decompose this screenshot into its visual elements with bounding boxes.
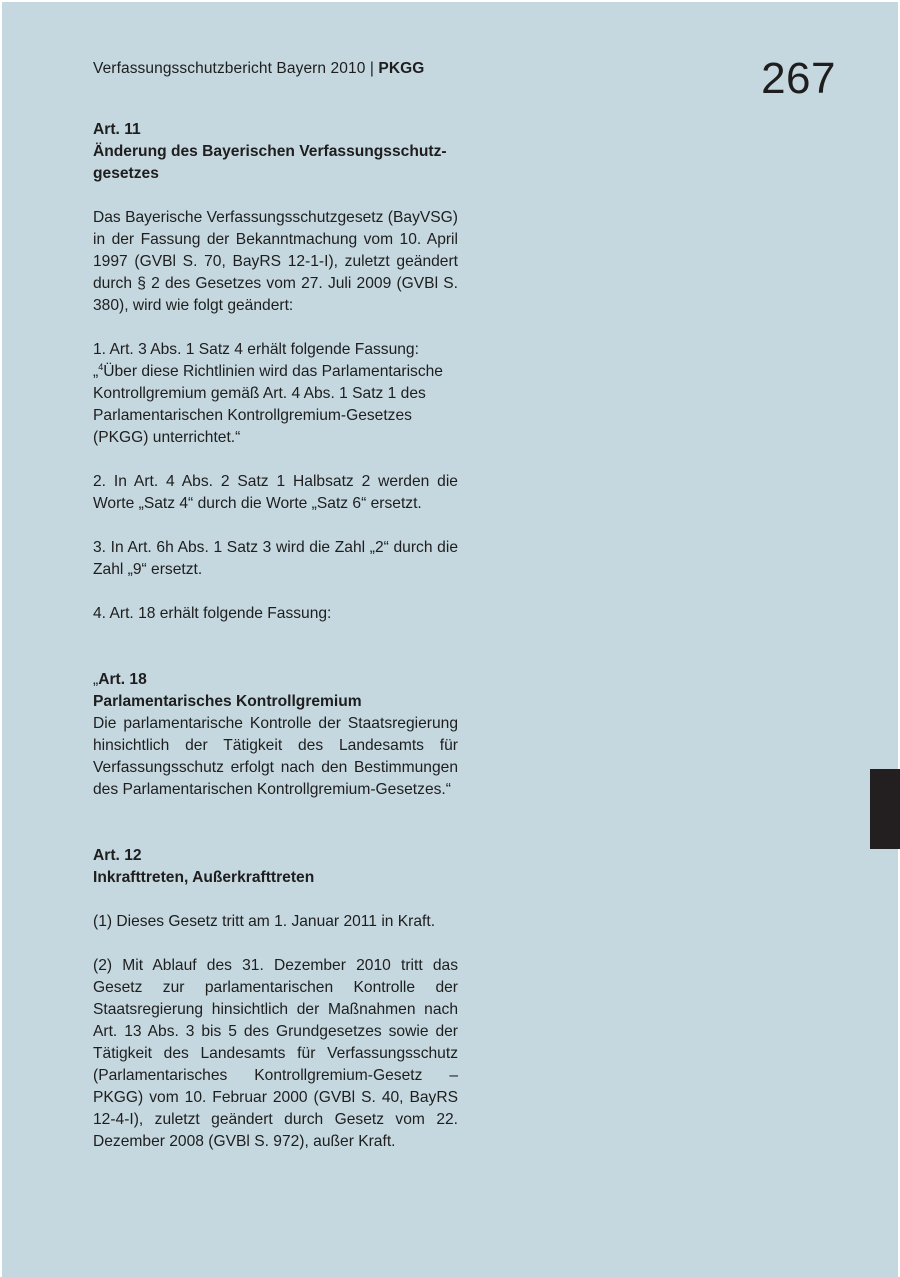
- document-page: [2, 2, 898, 1277]
- running-title: Verfassungsschutzbericht Bayern 2010 |: [93, 60, 379, 77]
- item-1-lead: 1. Art. 3 Abs. 1 Satz 4 erhält folgende Fassung:: [93, 341, 419, 358]
- article-11-title-line2: gesetzes: [93, 165, 159, 182]
- article-18-title: Parlamentarisches Kontrollgremium: [93, 693, 362, 710]
- article-11-item-4: 4. Art. 18 erhält folgende Fassung:: [93, 605, 332, 622]
- article-18-quote-open: „: [93, 671, 99, 688]
- item-1-quote-open: „: [93, 363, 99, 380]
- article-18-heading: [93, 669, 458, 691]
- article-18-body: Die parlamentarische Kontrolle der Staatsregierung hinsichtlich der Tätigkeit des Landesamts für Verfassungsschutz erfolgt nach den Bestimmungen des Parlamentarischen Kontrollgremium-Gesetzes.“: [93, 715, 458, 798]
- article-11-title-line1: Änderung des Bayerischen Verfassungsschutz-: [93, 143, 447, 160]
- text-column: [93, 119, 458, 1153]
- running-header: [93, 60, 424, 78]
- article-11-item-3: 3. In Art. 6h Abs. 1 Satz 3 wird die Zahl „2“ durch die Zahl „9“ ersetzt.: [93, 539, 458, 578]
- article-12-title: Inkrafttreten, Außerkrafttreten: [93, 869, 315, 886]
- running-title-section: PKGG: [378, 60, 425, 77]
- item-1-quote: Über diese Richtlinien wird das Parlamentarische Kontrollgremium gemäß Art. 4 Abs. 1 Satz 1 des Parlamentarischen Kontrollgremium-Gesetzes (PKGG) unterrichtet.“: [93, 363, 443, 446]
- article-11-title: [93, 141, 458, 185]
- article-18-number: Art. 18: [98, 671, 147, 688]
- article-11-heading: Art. 11: [93, 121, 141, 138]
- article-12-paragraph-2: (2) Mit Ablauf des 31. Dezember 2010 tritt das Gesetz zur parlamentarischen Kontrolle der Staatsregierung hinsichtlich der Maßnahmen nach Art. 13 Abs. 3 bis 5 des Grundgesetzes sowie der Tätigkeit des Landesamts für Verfassungsschutz (Parlamentarisches Kontrollgremium-Gesetz – PKGG) vom 10. Februar 2000 (GVBl S. 40, BayRS 12-4-I), zuletzt geändert durch Gesetz vom 22. Dezember 2008 (GVBl S. 972), außer Kraft.: [93, 957, 458, 1150]
- thumb-index-tab: [870, 769, 900, 849]
- item-1-sentence-number: 4: [98, 361, 104, 372]
- article-12-paragraph-1: (1) Dieses Gesetz tritt am 1. Januar 2011 in Kraft.: [93, 913, 436, 930]
- article-11-item-1: [93, 339, 458, 449]
- article-11-item-2: 2. In Art. 4 Abs. 2 Satz 1 Halbsatz 2 werden die Worte „Satz 4“ durch die Worte „Satz 6“ ersetzt.: [93, 473, 458, 512]
- article-12-heading: Art. 12: [93, 847, 142, 864]
- article-11-intro: Das Bayerische Verfassungsschutzgesetz (BayVSG) in der Fassung der Bekanntmachung vom 10. April 1997 (GVBl S. 70, BayRS 12-1-I), zuletzt geändert durch § 2 des Gesetzes vom 27. Juli 2009 (GVBl S. 380), wird wie folgt geändert:: [93, 209, 458, 314]
- page-number: 267: [761, 54, 836, 103]
